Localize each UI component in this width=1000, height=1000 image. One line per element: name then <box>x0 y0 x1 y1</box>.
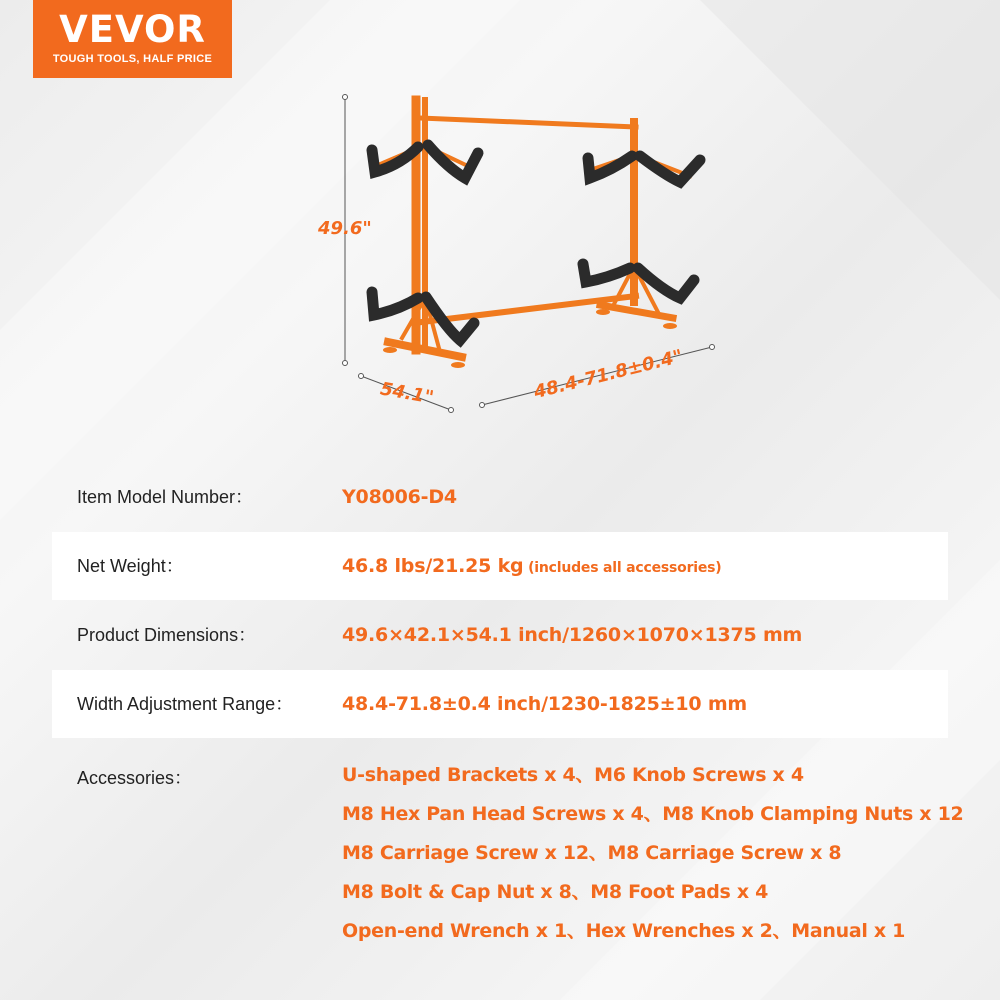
accessory-line: M8 Bolt & Cap Nut x 8、M8 Foot Pads x 4 <box>342 881 769 903</box>
depth-dimension: 54.1" <box>378 378 436 409</box>
spec-row-weight <box>52 532 948 600</box>
spec-row-model <box>52 463 948 531</box>
spec-label: Product Dimensions： <box>77 625 257 645</box>
accessory-line: U-shaped Brackets x 4、M6 Knob Screws x 4 <box>342 764 804 786</box>
spec-value: Y08006-D4 <box>342 486 457 508</box>
spec-note: (includes all accessories) <box>523 560 722 576</box>
rack-frame <box>378 100 690 357</box>
spec-label: Width Adjustment Range： <box>77 694 294 714</box>
accessories-list <box>342 760 962 955</box>
spec-value: 46.8 lbs/21.25 kg <box>342 555 524 577</box>
vevor-logo <box>33 0 232 78</box>
width-range-dimension: 48.4-71.8±0.4" <box>531 345 685 404</box>
spec-label: Net Weight： <box>77 556 184 576</box>
height-dimension: 49.6" <box>318 218 372 239</box>
spec-value: 49.6×42.1×54.1 inch/1260×1070×1375 mm <box>342 624 803 646</box>
spec-row-dimensions <box>52 601 948 669</box>
brand-name: VEVOR <box>59 8 206 51</box>
kayak-rack-image <box>320 85 740 425</box>
spec-row-width-range <box>52 670 948 738</box>
spec-value-group <box>342 532 722 600</box>
accessory-line: M8 Carriage Screw x 12、M8 Carriage Screw x 8 <box>342 842 842 864</box>
accessory-line: Open-end Wrench x 1、Hex Wrenches x 2、Manual x 1 <box>342 920 906 942</box>
spec-value: 48.4-71.8±0.4 inch/1230-1825±10 mm <box>342 693 748 715</box>
accessory-line: M8 Hex Pan Head Screws x 4、M8 Knob Clamping Nuts x 12 <box>342 803 964 825</box>
brand-tagline: TOUGH TOOLS, HALF PRICE <box>52 53 213 65</box>
accessories-label: Accessories： <box>77 768 193 788</box>
spec-label: Item Model Number： <box>77 487 254 507</box>
